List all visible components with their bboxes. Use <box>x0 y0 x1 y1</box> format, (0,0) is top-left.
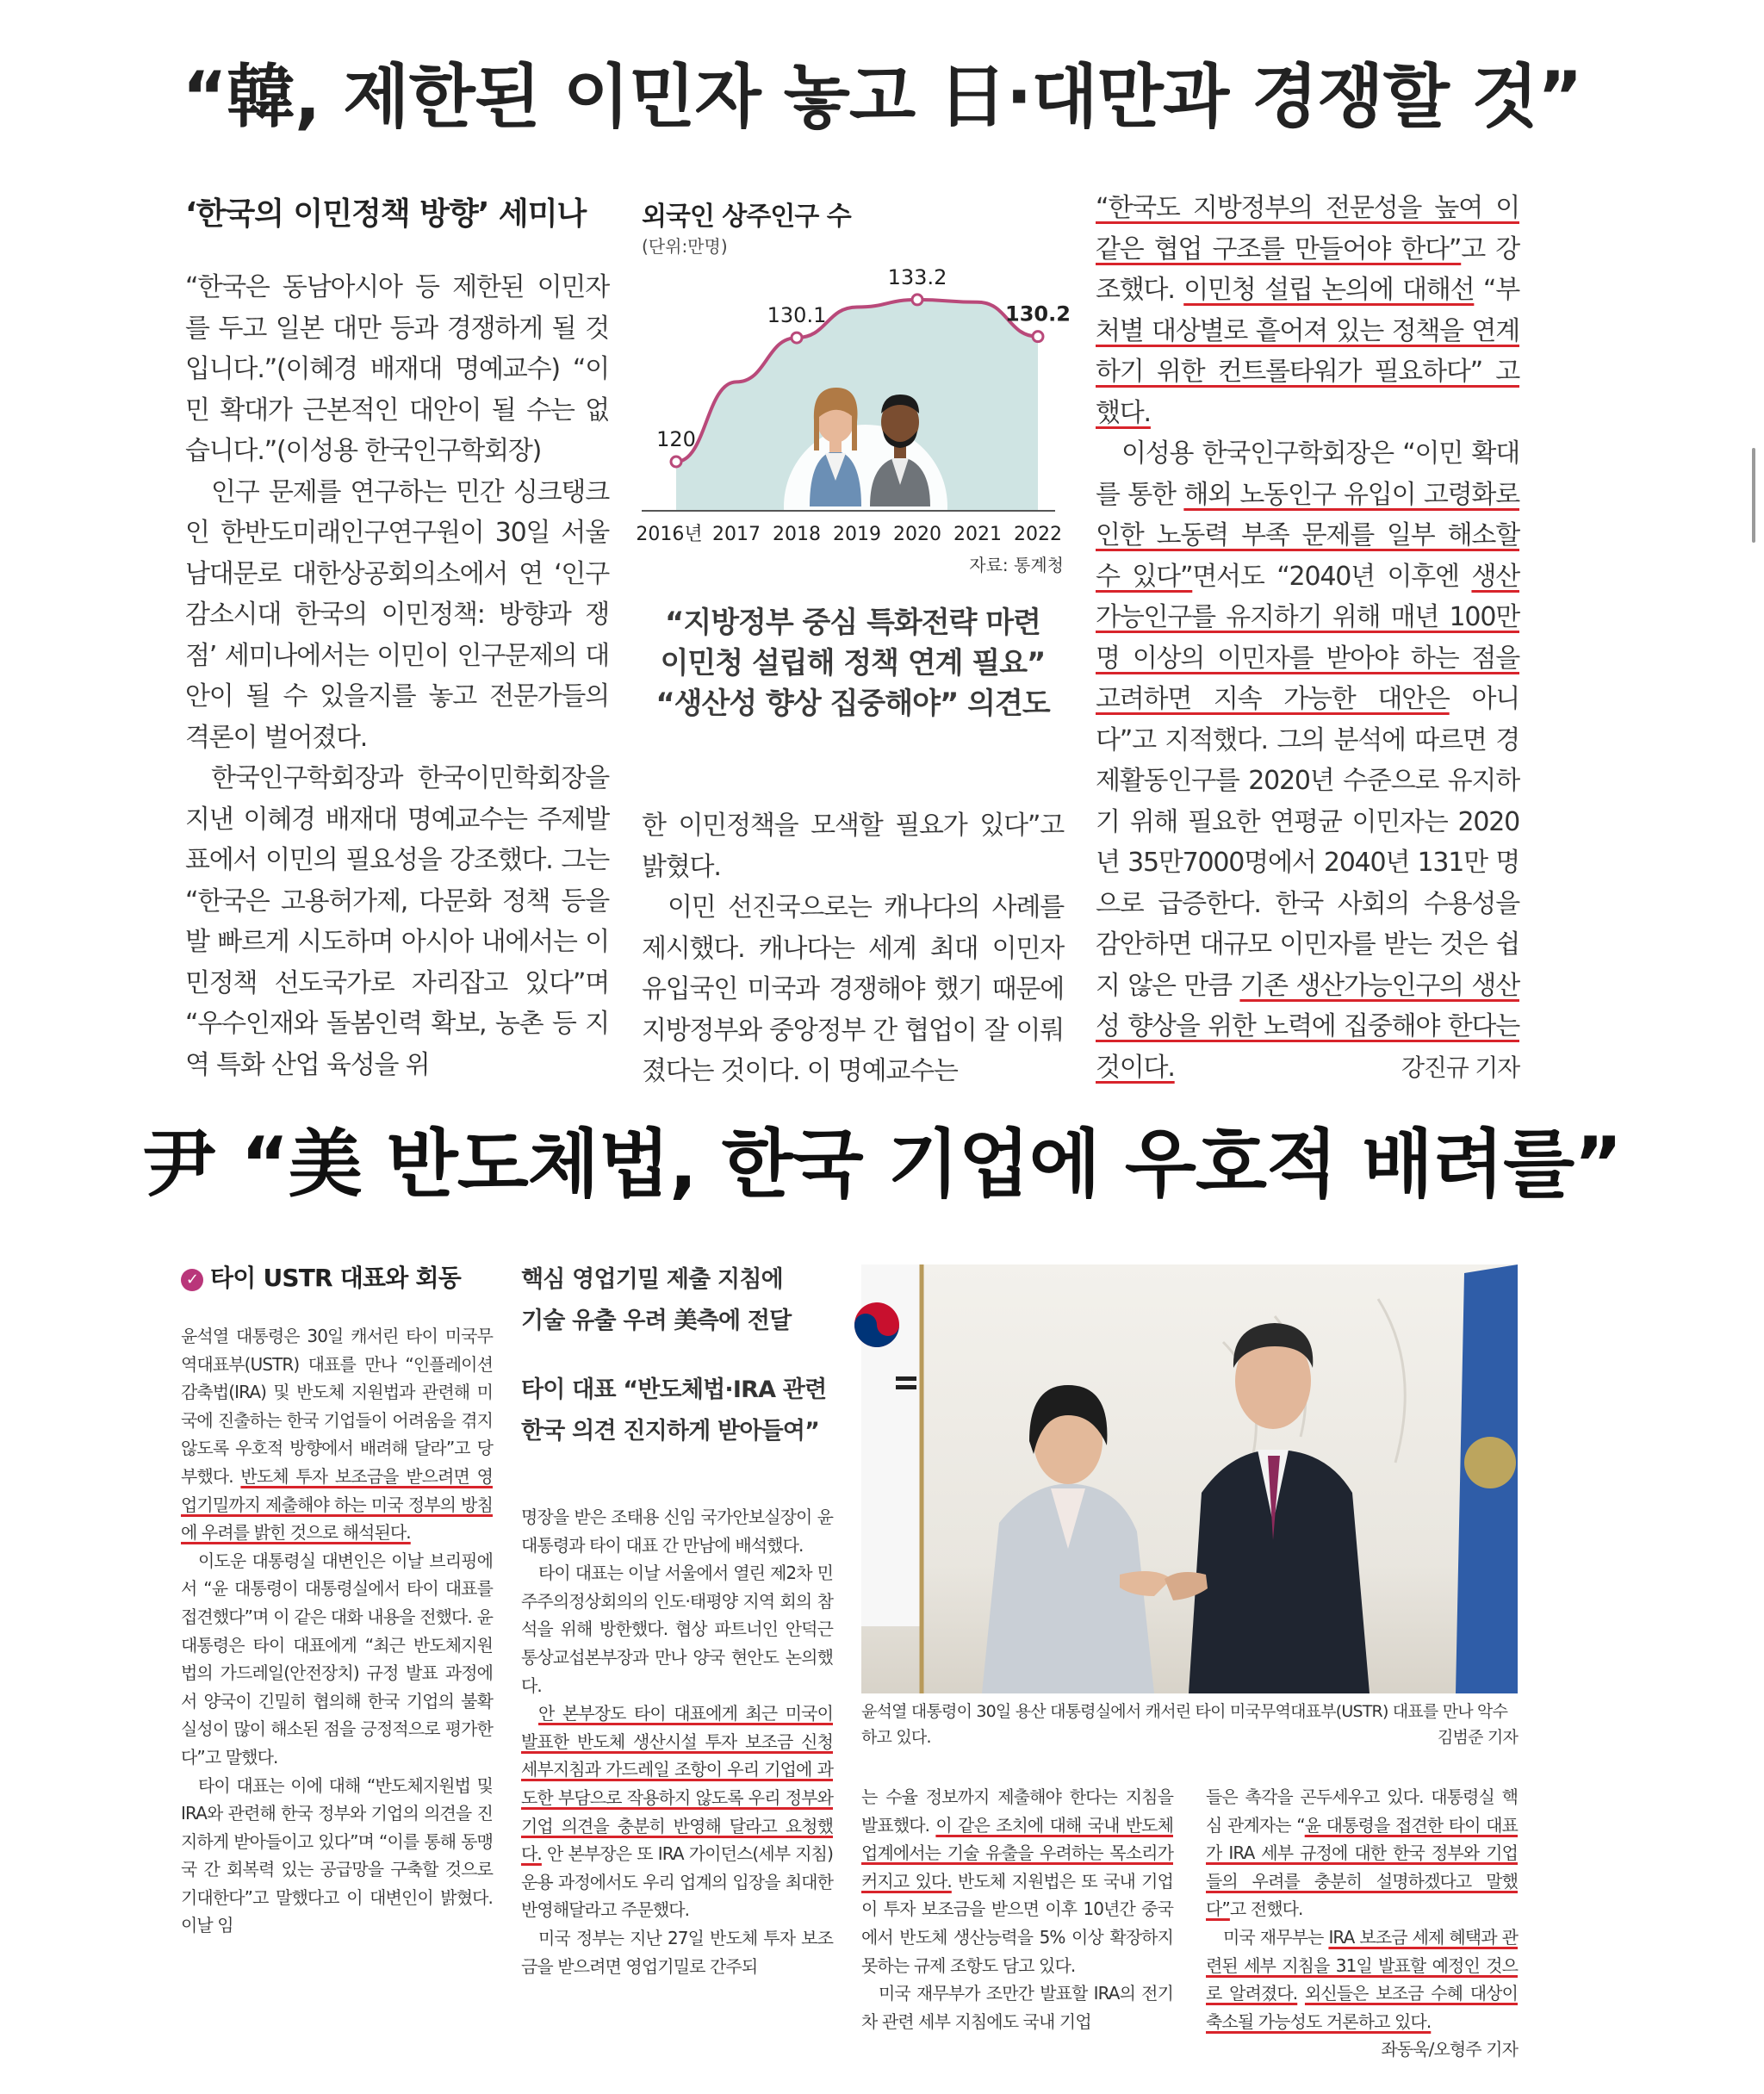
chart-point <box>671 457 681 467</box>
article2-col2-paragraph: 명장을 받은 조태용 신임 국가안보실장이 윤 대통령과 타이 대표 간 만남에 배석했다. <box>521 1507 833 1556</box>
photo-illustration <box>861 1264 1518 1693</box>
article1-col2-paragraph: 한 이민정책을 모색할 필요가 있다”고 밝혔다. <box>642 811 1064 882</box>
pullquote-line: “지방정부 중심 특화전략 마련 <box>665 606 1040 640</box>
body-text: 면서도 “2040년 이후엔 <box>1192 561 1472 592</box>
article2-subhead-b <box>521 1370 826 1452</box>
article2-col1-paragraph: 타이 대표는 이에 대해 “반도체지원법 및 IRA와 관련해 한국 정부와 기업의 의견을 진지하게 받아들이고 있다”며 “이를 통해 동맹국 간 회복력 있는 공급망을 구축할 것으로 기대한다”고 말했다고 이 대변인이 밝혔다. 이날 임 <box>181 1774 493 1936</box>
chart-point <box>1033 332 1043 342</box>
caption-text: 윤석열 대통령이 30일 용산 대통령실에서 캐서린 타이 미국무역대표부(USTR) 대표를 만나 악수하고 있다. <box>861 1702 1508 1747</box>
underlined-quote: “한국도 지방정부의 전문성을 높여 이 같은 협업 구조를 만들어야 한다” <box>1096 193 1519 264</box>
korean-flag-icon <box>854 1264 922 1693</box>
article1-column-1 <box>185 267 609 1085</box>
article1-col1-paragraph: “한국은 동남아시아 등 제한된 이민자를 두고 일본 대만 등과 경쟁하게 될 것입니다.”(이혜경 배재대 명예교수) “이민 확대가 근본적인 대안이 될 수는 없습니다.”(이성용 한국인구학회장) <box>185 272 609 466</box>
article1-col1-paragraph: 인구 문제를 연구하는 민간 싱크탱크인 한반도미래인구연구원이 30일 서울 남대문로 대한상공회의소에서 연 ‘인구 감소시대 한국의 이민정책: 방향과 쟁점’ 세미나에서는 이민이 인구문제의 대안이 될 수 있을지를 놓고 전문가들의 격론이 벌어졌다. <box>185 476 609 753</box>
byline: 강진규 기자 <box>1401 1053 1519 1082</box>
article1-col2-paragraph: 이민 선진국으로는 캐나다의 사례를 제시했다. 캐나다는 세계 최대 이민자 유입국인 미국과 경쟁해야 했기 때문에 지방정부와 중앙정부 간 협업이 잘 이뤄졌다는 것이다. 이 명예교수는 <box>642 892 1064 1086</box>
woman-figure <box>982 1385 1154 1693</box>
body-text: 반도체 지원법은 또 국내 기업이 투자 보조금을 받으면 이후 10년간 중국에서 반도체 생산능력을 5% 이상 확장하지 못하는 규제 조항도 담고 있다. <box>861 1870 1174 1976</box>
chart-point <box>792 332 802 343</box>
underlined-text: IRA 보조금 세제 혜택과 관련된 세부 지침을 31일 발표할 예정인 것으로 알려졌다. <box>1206 1926 1519 2004</box>
subhead-line: 핵심 영업기밀 제출 지침에 <box>521 1266 783 1293</box>
chart-data-label: 120 <box>656 427 696 451</box>
article2-col2-paragraph: 미국 정부는 지난 27일 반도체 투자 보조금을 받으려면 영업기밀로 간주되 <box>521 1927 833 1977</box>
pullquote-line: “생산성 향상 집중해야” 의견도 <box>655 687 1050 721</box>
article2-subhead-a <box>521 1259 791 1342</box>
chart-tick-label: 2018 <box>773 524 821 545</box>
chart-source: 자료: 통계청 <box>969 555 1064 575</box>
subhead-line: 타이 대표 “반도체법·IRA 관련 <box>521 1376 827 1403</box>
body-text: 이성용 한국인구학회장은 “이민 확대를 통한 <box>1096 438 1519 510</box>
article2-headline: 尹 “美 반도체법, 한국 기업에 우호적 배려를” <box>142 1122 1622 1208</box>
body-text: 들은 촉각을 곤두세우고 있다. 대통령실 핵심 관계자는 “ <box>1206 1786 1518 1836</box>
chart-data-label: 130.1 <box>767 303 827 328</box>
article2-col2-paragraph: 타이 대표는 이날 서울에서 열린 제2차 민주주의정상회의의 인도·태평양 지역 회의 참석을 위해 방한했다. 협상 파트너인 안덕근 통상교섭본부장과 만나 양국 현안도 논의했다. <box>521 1563 833 1696</box>
underlined-text: 기존 생산가능인구의 생산성 향상을 위한 노력에 집중해야 한다는 것이다. <box>1096 970 1519 1083</box>
body-text: 고 강조했다. <box>1096 233 1519 305</box>
subhead-line: 한국 의견 진지하게 받아들여” <box>521 1418 820 1445</box>
chart-tick-label: 2022 <box>1014 524 1062 545</box>
photo-caption <box>861 1699 1518 1750</box>
body-text <box>1297 1983 1305 2004</box>
underlined-text: 이 같은 조치에 대해 국내 반도체업계에서는 기술 유출을 우려하는 목소리가 커지고 있다. <box>861 1814 1173 1892</box>
underlined-text: 생산가능인구를 유지하기 위해 매년 100만 명 이상의 이민자를 받아야 하는 점을 고려하면 지속 가능한 대안은 <box>1096 561 1519 714</box>
chart-tick-label: 2021 <box>953 524 1002 545</box>
byline: 좌동욱/오형주 기자 <box>1381 2039 1518 2060</box>
body-text: 는 수율 정보까지 제출해야 한다는 지침을 발표했다. <box>861 1786 1173 1836</box>
photo-credit: 김범준 기자 <box>1437 1728 1518 1747</box>
underlined-quote: 처별 대상별로 흩어져 있는 정책을 연계하기 위한 컨트롤타워가 필요하다” 고 했다. <box>1096 315 1519 428</box>
article2-col3-paragraph: 미국 재무부가 조만간 발표할 IRA의 전기차 관련 세부 지침에도 국내 기업 <box>861 1983 1173 2032</box>
underlined-text: 해외 노동인구 유입이 고령화로 인한 노동력 부족 문제를 일부 해소할 수 있다” <box>1096 479 1519 592</box>
chart-unit: (단위:만명) <box>642 236 728 257</box>
scrollbar-thumb[interactable] <box>1752 448 1755 543</box>
check-icon: ✓ <box>181 1269 203 1291</box>
pullquote-line: 이민청 설립해 정책 연계 필요” <box>660 646 1046 680</box>
article1-subtitle: ‘한국의 이민정책 방향’ 세미나 <box>185 196 587 232</box>
underlined-text: 안 본부장도 타이 대표에게 최근 미국이 발표한 반도체 생산시설 투자 보조금 신청 세부지침과 가드레일 조항이 우리 기업에 과도한 부담으로 작용하지 않도록 우리 정부와 기업 의견을 충분히 반영해 달라고 요청했다. <box>521 1703 833 1865</box>
man-figure <box>1189 1323 1370 1693</box>
chart-title: 외국인 상주인구 수 <box>642 202 851 232</box>
article1-pullquote <box>642 603 1064 724</box>
chart-tick-label: 2016년 <box>636 524 703 545</box>
foreign-resident-chart <box>636 188 1071 584</box>
body-text: “부 <box>1474 275 1520 305</box>
underlined-text: 반도체 투자 보조금을 받으려면 영업기밀까지 제출해야 하는 미국 정부의 방침에 우려를 밝힌 것으로 해석된다. <box>181 1465 493 1544</box>
article2-column-3 <box>861 1783 1173 2035</box>
article2-subtitle <box>181 1259 461 1294</box>
chart-data-label: 133.2 <box>887 264 947 289</box>
underlined-text: 윤 대통령을 접견한 타이 대표가 IRA 세부 규정에 대한 한국 정부와 기업들의 우려를 충분히 설명하겠다고 말했다” <box>1206 1814 1518 1920</box>
article2-column-1 <box>181 1322 493 1940</box>
blue-flag-icon <box>1456 1264 1518 1693</box>
article1-headline: “韓, 제한된 이민자 놓고 日·대만과 경쟁할 것” <box>182 57 1582 137</box>
article1-column-3 <box>1096 188 1519 1088</box>
article2-col1-paragraph: 이도운 대통령실 대변인은 이날 브리핑에서 “윤 대통령이 대통령실에서 타이 대표를 접견했다”며 이 같은 대화 내용을 전했다. 윤 대통령은 타이 대표에게 “최근 반도체지원법의 가드레일(안전장치) 규정 발표 과정에서 양국이 긴밀히 협의해 한국 기업의 불확실성이 많이 해소된 점을 긍정적으로 평가한다”고 말했다. <box>181 1550 493 1768</box>
body-text: 안 본부장은 또 IRA 가이던스(세부 지침) 운용 과정에서도 우리 업계의 입장을 최대한 반영해달라고 주문했다. <box>521 1843 833 1921</box>
chart-tick-label: 2020 <box>893 524 941 545</box>
chart-tick-label: 2019 <box>833 524 881 545</box>
underlined-text: 외신들은 보조금 수혜 대상이 축소될 가능성도 거론하고 있다. <box>1206 1983 1518 2032</box>
article1-col1-paragraph: 한국인구학회장과 한국이민학회장을 지낸 이혜경 배재대 명예교수는 주제발표에서 이민의 필요성을 강조했다. 그는 “한국은 고용허가제, 다문화 정책 등을 발 빠르게 시도하며 아시아 내에서는 이민정책 선도국가로 자리잡고 있다”며 “우수인재와 돌봄인력 확보, 농촌 등 지역 특화 산업 육성을 위 <box>185 763 609 1080</box>
body-text: 아니다”고 지적했다. 그의 분석에 따르면 경제활동인구를 2020년 수준으로 유지하기 위해 필요한 연평균 이민자는 2020년 35만7000명에서 2040년 131만 명으로 급증한다. 한국 사회의 수용성을 감안하면 대규모 이민자를 받는 것은 쉽지 않은 만큼 <box>1096 684 1519 1001</box>
subtitle-text: 타이 USTR 대표와 회동 <box>210 1264 461 1292</box>
handshake-photo <box>861 1264 1518 1693</box>
article2-column-2 <box>521 1503 833 1980</box>
body-text: 미국 재무부는 <box>1223 1926 1329 1948</box>
body-text: 윤석열 대통령은 30일 캐서린 타이 미국무역대표부(USTR) 대표를 만나 “인플레이션 감축법(IRA) 및 반도체 지원법과 관련해 미국에 진출하는 한국 기업들이 어려움을 겪지 않도록 우호적 방향에서 배려해 달라”고 당부했다. <box>181 1326 493 1487</box>
article1-column-2 <box>642 805 1064 1092</box>
chart-plot <box>636 188 1071 584</box>
chart-data-label: 130.2 <box>1005 301 1071 326</box>
chart-point <box>912 295 922 305</box>
article2-column-4 <box>1206 1783 1518 2064</box>
underlined-text: 이민청 설립 논의에 대해선 <box>1183 275 1475 305</box>
chart-tick-label: 2017 <box>712 524 761 545</box>
subhead-line: 기술 유출 우려 美측에 전달 <box>521 1308 792 1334</box>
body-text: 고 전했다. <box>1229 1898 1303 1920</box>
